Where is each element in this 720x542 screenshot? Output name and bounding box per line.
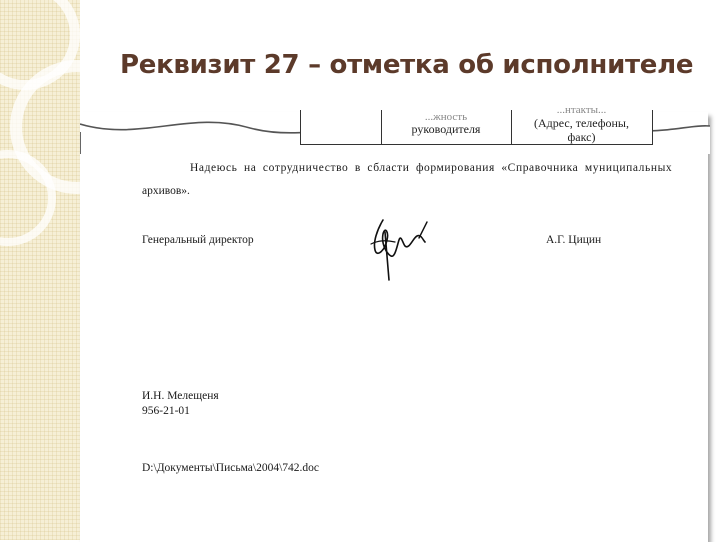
executor-phone: 956-21-01 — [142, 405, 190, 417]
signer-position: Генеральный директор — [142, 234, 254, 246]
header-table — [300, 104, 653, 145]
signer-name: А.Г. Цицин — [546, 234, 602, 246]
document-fragment — [80, 112, 708, 542]
header-cell-position: ...жность руководителя — [411, 111, 481, 136]
letter-paragraph-line2: архивов». — [142, 185, 190, 197]
header-cell-contacts: ...нтакты... (Адрес, телефоны, факс) — [533, 104, 629, 144]
decorative-left-band — [0, 0, 80, 540]
signature-image — [365, 210, 435, 285]
file-path: D:\Документы\Письма\2004\742.doc — [142, 462, 320, 474]
executor-name: И.Н. Мелещеня — [142, 390, 219, 402]
letter-paragraph-line1: Надеюсь на сотрудничество в сбласти формирования «Справочника муниципальных — [190, 162, 673, 174]
slide-title: Реквизит 27 – отметка об исполнителе — [120, 50, 694, 80]
